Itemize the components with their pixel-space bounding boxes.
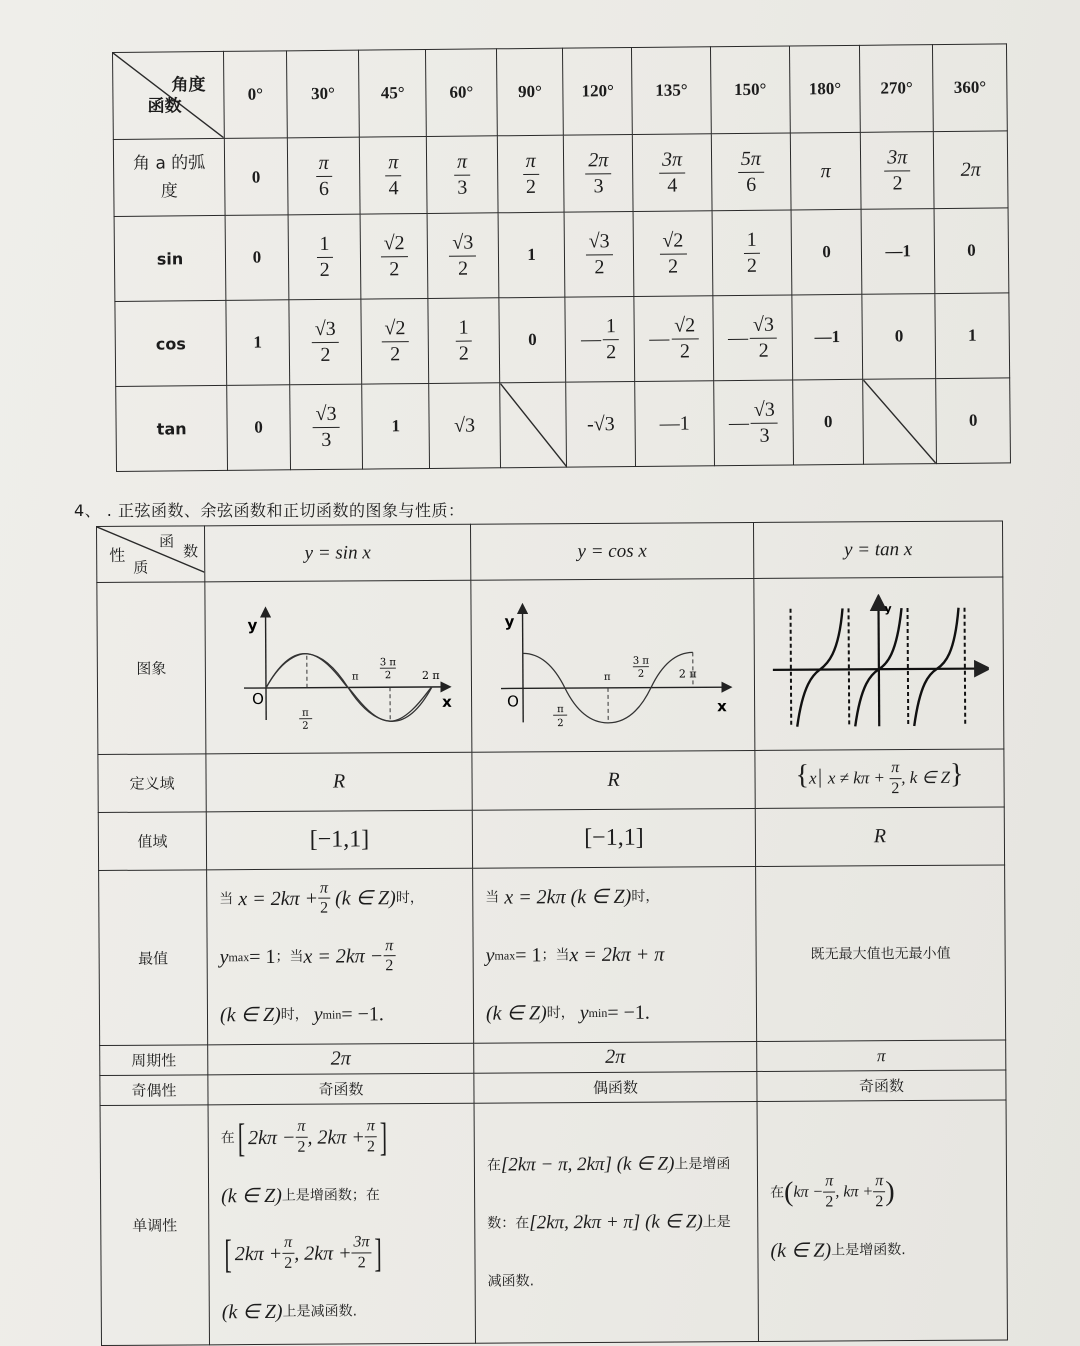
text-line [485,867,755,927]
svg-text:2 π: 2 π [678,666,697,680]
angle-header: 60° [426,49,498,137]
cos-cell: — $\frac{1}{2}$ [565,297,635,383]
svg-text:3 π: 3 π [632,655,649,667]
sin-graph-cell [205,580,472,754]
extrema-sin [207,868,474,1045]
angle-header: 150° [710,46,790,134]
numerator: π [873,1172,885,1191]
svg-text:y: y [884,601,892,615]
text-line [220,985,473,1045]
period-cos: 2π [474,1041,757,1073]
sin-cell: $\frac{√2}{2}$ [633,211,713,297]
tan-cell: 0 [792,379,864,465]
header-sin: y = sin x [205,524,471,582]
sin-row [114,208,1009,302]
math: , 2kπ + [294,1241,352,1265]
text-line [487,1250,757,1310]
tan-cell: -√3 [566,381,636,467]
text: 上是减函数. [282,1302,358,1320]
monotonicity-sin [208,1103,475,1345]
radian-cell [861,132,934,210]
math: [2kπ, 2kπ + π] (k ∈ Z) [529,1211,703,1234]
sin-cell: $\frac{√3}{2}$ [427,213,499,299]
numerator: π [383,937,395,956]
sin-cell: $\frac{√3}{2}$ [565,212,635,298]
svg-text:x: x [441,692,452,711]
sin-cell: 1 [498,212,565,298]
math: = 1 [515,944,542,967]
extrema-tan: 既无最大值也无最小值 [756,865,1006,1042]
math: , 2kπ + [307,1125,365,1149]
tan-cell: —1 [635,381,715,467]
range-cos: [−1,1] [472,808,755,868]
angle-header: 120° [563,48,633,136]
angle-header: 0° [224,51,287,139]
range-tan: R [755,807,1004,867]
radian-cell [711,133,791,211]
radian-cell [360,136,427,214]
text: 数：在 [487,1214,530,1232]
math: x = 2kπ − [303,945,384,968]
subscript: max [228,950,250,965]
parity-tan: 奇函数 [757,1070,1006,1102]
row-label-domain: 定义域 [98,754,206,813]
numerator: π [295,1118,307,1137]
sin-cell: $\frac{1}{2}$ [288,214,362,300]
tan-cell: — $\frac{√3}{3}$ [714,380,794,466]
svg-text:2 π: 2 π [421,668,440,682]
graph-row [97,577,1004,755]
label-line: 度 [160,181,178,202]
domain-cos: R [472,750,755,810]
tan-cell: √3 [429,383,501,469]
tan-undefined-cell [500,382,567,468]
denominator: 2 [357,1253,366,1271]
sin-cell: $\frac{√2}{2}$ [361,213,428,299]
tan-row [116,378,1011,472]
math: [2kπ − π, 2kπ] (k ∈ Z) [500,1153,675,1176]
domain-sin: R [206,752,472,812]
tan-cell: 0 [936,378,1011,464]
radian-cell [632,134,712,212]
numerator: π [385,151,401,176]
row-label-monotonicity: 单调性 [100,1105,209,1346]
text: 减函数. [487,1272,535,1290]
denominator: 2 [825,1193,834,1211]
section-title: . 正弦函数、余弦函数和正切函数的图象与性质： [106,501,465,520]
cos-cell: $\frac{√2}{2}$ [361,298,428,384]
row-label-sin: sin [114,215,226,301]
cos-cell: 0 [499,297,566,383]
header-tan: y = tan x [753,521,1002,579]
monotonicity-tan [757,1100,1007,1342]
corner-cell [97,526,205,583]
radian-cell [564,135,633,213]
math: y [485,944,495,967]
text: 上是 [702,1213,731,1230]
text-line [770,1220,1006,1279]
parity-sin: 奇函数 [208,1073,474,1105]
range-sin: [−1,1] [206,810,472,870]
cos-cell: $\frac{1}{2}$ [428,298,500,384]
numerator: π [454,150,470,175]
value: π [820,159,831,182]
text: ；当 [275,948,304,965]
numerator: π [889,760,901,779]
value: 2π [960,158,981,181]
radian-row-label [113,138,225,216]
text: 在 [220,1129,235,1146]
parity-cos: 偶函数 [474,1071,757,1103]
monotonicity-row [100,1100,1007,1346]
text-line [219,927,472,987]
sin-cell: $\frac{1}{2}$ [712,210,792,296]
radian-cell [287,137,360,215]
corner-label: 性 [109,545,126,565]
trig-values-table [112,43,1011,472]
tan-graph-cell [754,577,1004,751]
cond-post: , k ∈ Z [901,767,951,787]
cos-cell: — $\frac{√3}{2}$ [713,295,793,381]
text: 在 [770,1184,785,1201]
cos-cell: $\frac{√3}{2}$ [289,299,363,385]
math: x = 2kπ + π [569,943,665,967]
numerator: π [365,1117,377,1136]
row-label-tan: tan [116,385,228,471]
tan-graph [768,593,989,734]
angle-header: 90° [496,48,563,136]
svg-text:π: π [557,703,564,715]
subscript: min [588,1005,608,1020]
cos-row [115,293,1010,387]
angle-header: 30° [286,50,360,138]
cond-pre: x ≠ kπ + [827,767,886,788]
cos-cell: 1 [226,300,289,386]
value: 0 [251,167,261,187]
cos-graph-cell [471,578,755,752]
math: y [219,946,229,969]
text: ；当 [541,947,570,964]
radian-cell [426,136,497,214]
svg-text:2: 2 [301,720,309,732]
denominator: 2 [891,779,900,797]
sin-cell: 0 [791,209,863,295]
math: 2kπ − [247,1126,296,1149]
sin-graph [223,596,454,737]
corner-label-angle: 角度 [171,75,206,96]
period-tan: π [757,1040,1006,1072]
math: (k ∈ Z) [219,1003,281,1027]
denominator: 2 [385,957,394,975]
tan-cell: 0 [227,385,290,471]
math: (k ∈ Z) [221,1184,282,1207]
svg-text:y: y [247,615,257,634]
math: 2kπ + [234,1242,283,1265]
corner-label-function: 函数 [147,96,182,117]
angle-header: 135° [632,47,712,135]
row-label-extrema: 最值 [99,870,208,1046]
corner-cell [113,51,225,139]
row-label-graph: 图象 [97,582,206,755]
math: (k ∈ Z) [334,887,396,910]
sin-cell: 0 [225,215,288,301]
svg-text:2: 2 [557,717,564,729]
angle-header: 270° [860,45,934,133]
math: kπ − [793,1183,824,1201]
sin-cell: —1 [861,209,935,295]
denominator: 2 [875,1192,884,1210]
numerator: 2π [585,149,611,174]
denominator: 3 [593,174,604,197]
corner-label: 质 [133,558,149,577]
period-sin: 2π [208,1043,474,1075]
text: 时， [395,890,424,907]
subscript: max [494,948,516,963]
svg-text:3 π: 3 π [379,656,396,668]
text: 在 [486,1157,501,1174]
text-line [222,1281,475,1341]
denominator: 4 [667,174,678,197]
angle-header-row [113,44,1008,140]
text: 时， [280,1006,309,1023]
text-line: 在 ( kπ − $\frac{\pi}{2}$ , kπ + $\frac{\pi}{2}$ ) [770,1172,895,1211]
text-line [487,1192,757,1252]
tan-undefined-cell [863,379,937,465]
extrema-cos [473,866,757,1043]
section-heading [74,498,464,521]
row-label-cos: cos [115,300,227,386]
row-label-period: 周期性 [100,1045,208,1076]
math: y [313,1003,323,1026]
corner-label: 函 [159,532,175,551]
cos-cell: 1 [935,293,1010,379]
text-line [221,1165,474,1225]
radian-row [113,131,1008,217]
text: 当 [485,889,500,906]
svg-text:2: 2 [384,669,391,681]
math: x = 2kπ (k ∈ Z) [504,885,632,909]
denominator: 2 [320,899,329,917]
angle-header: 360° [933,44,1008,132]
extrema-row [99,865,1006,1046]
svg-text:π: π [351,670,359,682]
text-line [487,1134,757,1194]
numerator: 3π [659,148,685,173]
numerator: 3π [351,1233,371,1253]
numerator: π [823,1173,835,1192]
label-line: 角 a 的弧 [132,153,206,174]
radian-cell [224,138,287,216]
text: 上是增函数；在 [281,1186,380,1204]
cos-cell: 0 [862,294,936,380]
numerator: 5π [738,147,764,172]
math: (k ∈ Z) [485,1002,547,1025]
tan-cell: $\frac{√3}{3}$ [289,384,363,470]
math: (k ∈ Z) [770,1239,832,1262]
math: x = 2kπ + [238,887,319,911]
domain-tan [755,749,1004,809]
numerator: π [282,1234,294,1253]
sin-cell: 0 [934,208,1009,294]
radian-cell [933,131,1008,209]
denominator: 6 [746,173,757,196]
text-line: 在 [ 2kπ − $\frac{\pi}{2}$ , 2kπ + $\frac{\pi}{2}$ ] [220,1113,388,1160]
function-header-row [97,521,1003,583]
tan-cell: 1 [362,383,429,469]
text: 时， [631,888,660,905]
math: , kπ + [835,1182,874,1200]
radian-cell [497,135,564,213]
text-line [219,869,472,929]
denominator: 2 [525,175,537,198]
set-expression: {x x ≠ kπ + $\frac{\pi}{2}$ , k ∈ Z} [795,758,964,797]
header-cos: y = cos x [470,522,753,580]
text-line [486,983,756,1043]
denominator: 2 [892,171,903,195]
math: = −1. [341,1003,384,1026]
math: = −1. [607,1001,650,1024]
row-label-range: 值域 [98,812,206,871]
radian-cell [790,132,861,210]
angle-header: 45° [359,49,426,137]
cos-graph [492,595,733,736]
svg-text:x: x [717,696,727,715]
cos-cell: —1 [792,294,864,380]
svg-text:O: O [251,689,264,708]
numerator: π [318,879,330,898]
svg-text:y: y [504,611,515,631]
numerator: π [523,149,539,174]
svg-text:π: π [301,707,309,719]
svg-text:2: 2 [637,668,645,680]
denominator: 2 [284,1254,293,1272]
text-line: [ 2kπ + $\frac{\pi}{2}$ , 2kπ + $\frac{3\pi}{2}$ ] [224,1229,383,1276]
subscript: min [322,1007,342,1022]
text: 上是增函数. [831,1241,906,1259]
svg-text:O: O [507,691,519,710]
math: (k ∈ Z) [221,1300,283,1323]
denominator: 2 [297,1138,306,1156]
denominator: 4 [388,176,399,199]
math: = 1 [249,945,276,969]
math: y [579,1002,589,1025]
range-row [98,807,1004,871]
text: 当 [219,891,234,908]
row-label-parity: 奇偶性 [100,1075,208,1106]
cos-cell: — $\frac{√2}{2}$ [634,296,714,382]
section-number: 4、 [74,501,102,520]
text-line [485,925,755,985]
denominator: 3 [457,176,468,199]
angle-header: 180° [789,45,861,133]
denominator: 6 [318,177,330,200]
corner-label: 数 [183,542,199,561]
trig-properties-table [96,520,1008,1346]
numerator: π [316,151,332,176]
denominator: 2 [366,1137,376,1155]
text: 时， [546,1005,575,1022]
monotonicity-cos [474,1101,758,1343]
text: 上是增函 [674,1155,731,1172]
numerator: 3π [884,146,910,171]
svg-text:π: π [603,671,611,683]
set-var: x [808,768,817,788]
domain-row [98,749,1004,813]
